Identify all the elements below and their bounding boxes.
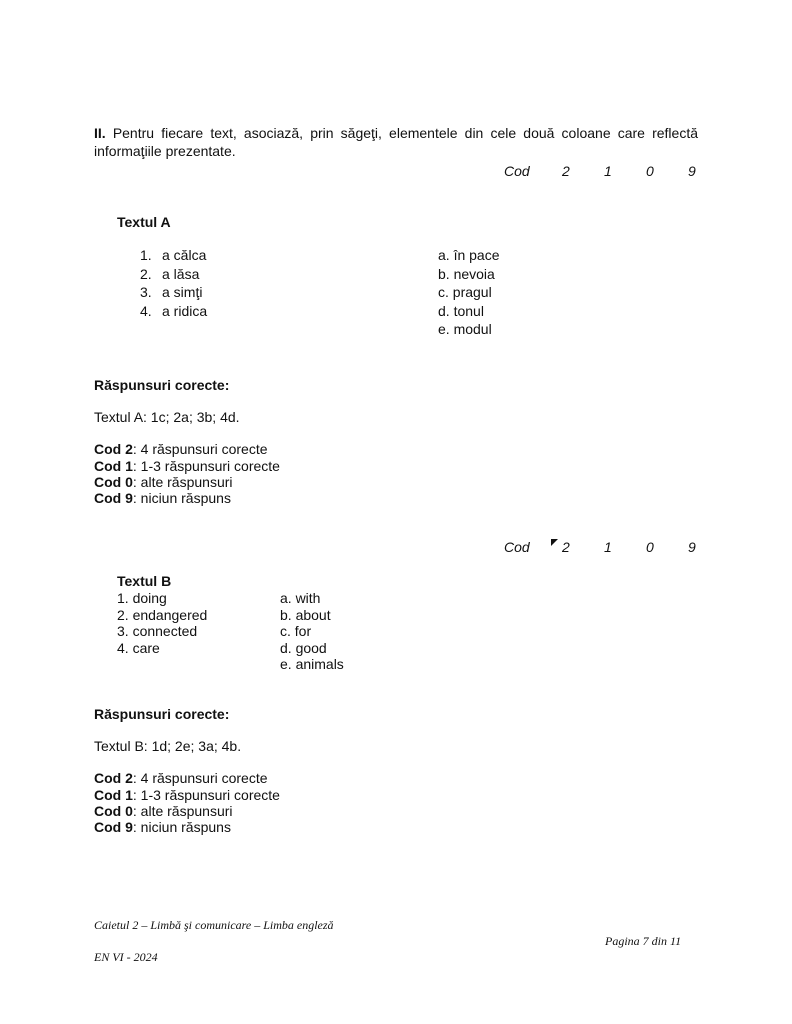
footer-page-number: Pagina 7 din 11 [605,934,682,948]
code-label: Cod [504,163,530,179]
list-item: d. good [280,639,327,656]
code-row-b [0,539,792,557]
text-a-right-column [438,246,500,339]
text-a-left-column [140,246,207,320]
list-item: 3. a simţi [140,284,203,300]
scoring-row: Cod 1: 1-3 răspunsuri corecte [94,458,280,474]
scoring-row: Cod 0: alte răspunsuri [94,474,233,490]
text-b-title: Textul B [117,573,172,589]
scoring-row: Cod 2: 4 răspunsuri corecte [94,770,268,786]
instructions-text: Pentru fiecare text, asociază, prin săgeţi, elementele din cele două coloane care reflectă informaţiile prezentate. [94,125,699,159]
scoring-row: Cod 0: alte răspunsuri [94,803,233,819]
list-item: e. animals [280,656,344,672]
instructions [94,124,698,160]
list-item: c. pragul [438,284,492,300]
code-value: 2 [562,539,570,555]
footer-exam-code: EN VI - 2024 [94,950,158,964]
answers-b-heading: Răspunsuri corecte: [94,706,230,722]
list-item: c. for [280,623,312,639]
text-b-left-column [117,590,207,656]
list-item: 3. connected [117,623,198,639]
list-item: 1. a călca [140,247,207,263]
answers-b-key: Textul B: 1d; 2e; 3a; 4b. [94,738,242,754]
list-item: a. with [280,590,321,606]
list-item: 2. endangered [117,606,208,623]
code-value: 1 [604,539,612,555]
list-item: 4. a ridica [140,302,208,319]
answers-a-heading: Răspunsuri corecte: [94,377,230,393]
text-b-right-column [280,590,344,673]
code-value: 0 [646,539,654,555]
list-item: a. în pace [438,247,500,263]
code-value: 0 [646,163,654,179]
corner-mark-icon [551,539,558,546]
list-item: b. about [280,606,331,623]
code-label: Cod [504,539,530,555]
footer-subject: Caietul 2 – Limbă şi comunicare – Limba engleză [94,918,334,932]
scoring-row: Cod 2: 4 răspunsuri corecte [94,441,268,457]
text-a-title: Textul A [117,214,171,230]
list-item: 1. doing [117,590,167,606]
code-value: 9 [688,539,696,555]
list-item: e. modul [438,321,492,337]
list-item: 2. a lăsa [140,265,200,282]
scoring-row: Cod 9: niciun răspuns [94,819,231,835]
list-item: b. nevoia [438,265,495,282]
scoring-row: Cod 9: niciun răspuns [94,490,231,506]
list-item: d. tonul [438,302,484,319]
code-row-a [0,163,792,181]
code-value: 2 [562,163,570,179]
code-value: 1 [604,163,612,179]
code-value: 9 [688,163,696,179]
answers-a-key: Textul A: 1c; 2a; 3b; 4d. [94,409,240,425]
scoring-row: Cod 1: 1-3 răspunsuri corecte [94,787,280,803]
section-number: II. [94,125,106,141]
list-item: 4. care [117,639,160,656]
